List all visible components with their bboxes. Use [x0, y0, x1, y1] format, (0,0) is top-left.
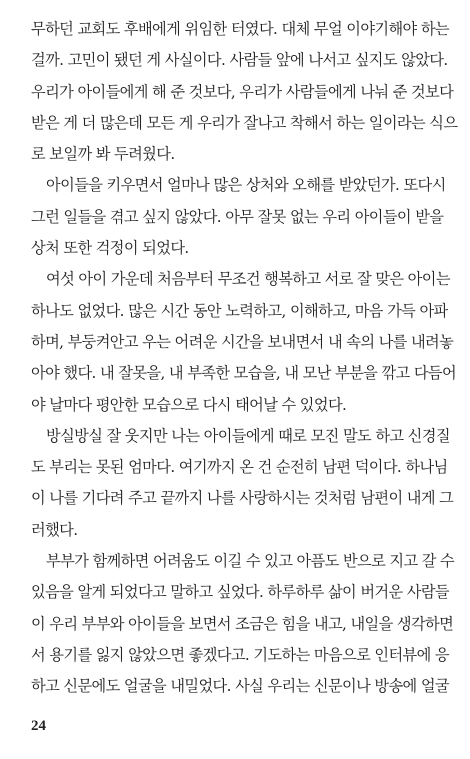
- page-number: 24: [31, 718, 46, 734]
- text-line-16: 이 나를 기다려 주고 끝까지 나를 사랑하시는 것처럼 남편이 내게 그: [31, 489, 454, 508]
- text-line-13: 야 날마다 평안한 모습으로 다시 태어날 수 있었다.: [31, 395, 347, 414]
- text-line-12: 아야 했다. 내 잘못을, 내 부족한 모습을, 내 모난 부분을 깎고 다듬어: [31, 364, 457, 383]
- text-line-18: 부부가 함께하면 어려움도 이길 수 있고 아픔도 반으로 지고 갈 수: [46, 552, 455, 571]
- text-line-9: 여섯 아이 가운데 처음부터 무조건 행복하고 서로 잘 맞은 아이는: [46, 270, 450, 289]
- text-line-2: 걸까. 고민이 됐던 게 사실이다. 사람들 앞에 나서고 싶지도 않았다.: [31, 51, 448, 70]
- text-line-20: 이 우리 부부와 아이들을 보면서 조금은 힘을 내고, 내일을 생각하면: [31, 614, 454, 633]
- text-line-15: 도 부리는 못된 엄마다. 여기까지 온 건 순전히 남편 덕이다. 하나님: [31, 458, 448, 477]
- text-line-8: 상처 또한 걱정이 되었다.: [31, 239, 189, 258]
- text-line-22: 하고 신문에도 얼굴을 내밀었다. 사실 우리는 신문이나 방송에 얼굴: [31, 677, 449, 696]
- text-line-10: 하나도 없었다. 많은 시간 동안 노력하고, 이해하고, 마음 가득 아파: [31, 301, 448, 320]
- text-line-3: 우리가 아이들에게 해 준 것보다, 우리가 사람들에게 나눠 준 것보다: [31, 82, 454, 101]
- text-line-11: 하며, 부둥켜안고 우는 어려운 시간을 보내면서 내 속의 나를 내려놓: [31, 332, 454, 351]
- text-line-17: 러했다.: [31, 520, 78, 539]
- text-line-14: 방실방실 잘 웃지만 나는 아이들에게 때로 모진 말도 하고 신경질: [46, 426, 450, 445]
- text-line-7: 그런 일들을 겪고 싶지 않았다. 아무 잘못 없는 우리 아이들이 받을: [31, 207, 444, 226]
- text-line-6: 아이들을 키우면서 얼마나 많은 상처와 오해를 받았던가. 또다시: [46, 176, 446, 195]
- body-text: [31, 14, 458, 703]
- text-line-4: 받은 게 더 많은데 모든 게 우리가 잘나고 착해서 하는 일이라는 식으: [31, 113, 458, 132]
- text-line-5: 로 보일까 봐 두려웠다.: [31, 145, 175, 164]
- text-line-1: 무하던 교회도 후배에게 위임한 터였다. 대체 무얼 이야기해야 하는: [31, 20, 449, 38]
- text-line-19: 있음을 알게 되었다고 말하고 싶었다. 하루하루 삶이 버거운 사람들: [31, 583, 449, 602]
- text-line-21: 서 용기를 잃지 않았으면 좋겠다고. 기도하는 마음으로 인터뷰에 응: [31, 645, 449, 664]
